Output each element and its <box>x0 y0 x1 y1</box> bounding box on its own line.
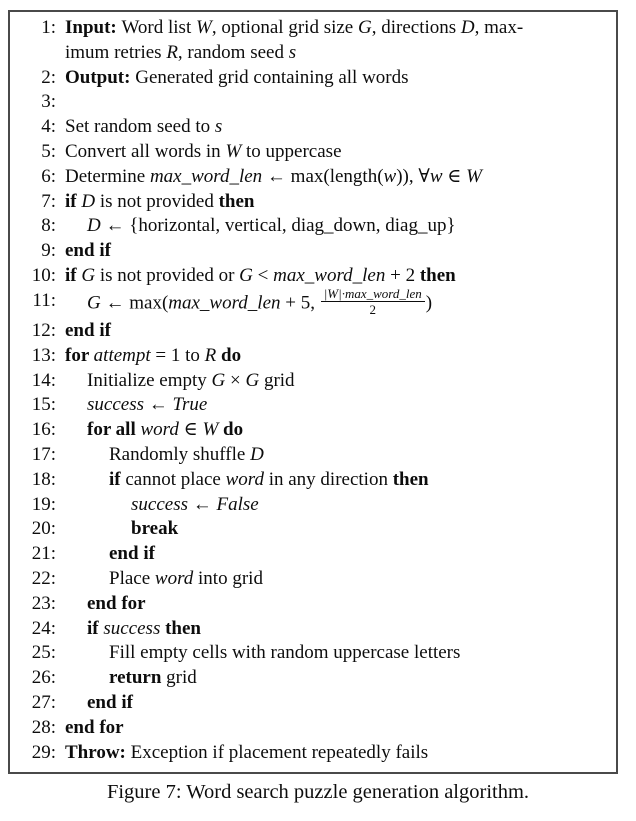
algo-line-2 <box>14 66 610 91</box>
line-content: Output: Generated grid containing all words <box>65 66 409 88</box>
algo-line-9 <box>14 239 610 264</box>
line-content: Determine max_word_len ← max(length(w)), ∀w ∈ W <box>65 165 482 187</box>
line-number: 18: <box>31 468 56 490</box>
line-number: 5: <box>41 140 56 162</box>
line-number: 1: <box>41 17 56 38</box>
line-content: end if <box>65 240 111 262</box>
line-number: 12: <box>31 320 56 342</box>
algo-line-12 <box>14 319 610 344</box>
line-number: 17: <box>31 444 56 466</box>
line-number: 29: <box>31 741 56 763</box>
algo-line-21 <box>14 542 610 567</box>
line-number: 8: <box>41 215 56 237</box>
algo-line-28 <box>14 716 610 741</box>
algorithm-box <box>8 10 618 774</box>
line-content: success ← True <box>87 394 208 416</box>
line-number: 7: <box>41 190 56 212</box>
line-number: 4: <box>41 116 56 138</box>
line-number: 20: <box>31 518 56 540</box>
algo-line-18 <box>14 468 610 493</box>
line-content: Input: Word list W, optional grid size G, directions D, max- imum retries R, random seed s <box>65 17 524 63</box>
algo-line-6 <box>14 165 610 190</box>
line-content: Randomly shuffle D <box>109 444 264 466</box>
line-content: Initialize empty G × G grid <box>87 369 295 391</box>
line-number: 19: <box>31 493 56 515</box>
math-fraction: $\frac{\text{|W|·max\_word\_len}}{2}$ <box>321 287 425 317</box>
line-content: end if <box>65 320 111 342</box>
line-number: 2: <box>41 66 56 88</box>
line-number: 28: <box>31 716 56 738</box>
line-content: return grid <box>109 667 197 689</box>
line-content: Convert all words in W to uppercase <box>65 140 342 162</box>
line-content: Place word into grid <box>109 568 263 590</box>
line-content: end if <box>87 692 133 713</box>
line-number: 6: <box>41 165 56 187</box>
algo-line-3 <box>14 90 610 115</box>
algorithm-lines <box>10 12 616 772</box>
line-number: 15: <box>31 394 56 416</box>
algo-line-19 <box>14 493 610 518</box>
line-number: 11: <box>32 289 56 311</box>
line-number: 16: <box>31 419 56 441</box>
algo-line-24 <box>14 617 610 642</box>
line-number: 27: <box>31 692 56 713</box>
line-number: 13: <box>31 344 56 366</box>
algo-line-5 <box>14 140 610 165</box>
line-content: G ← max(max_word_len + 5, $\frac{\text{|W|·max\_word\_len}}{2}$ ) <box>87 285 433 318</box>
line-content: D ← {horizontal, vertical, diag_down, diag_up} <box>87 215 456 237</box>
algo-line-4 <box>14 115 610 140</box>
algo-line-13 <box>14 344 610 369</box>
line-content: Throw: Exception if placement repeatedly fails <box>65 741 429 763</box>
line-content: if success then <box>87 617 201 639</box>
line-content: Fill empty cells with random uppercase letters <box>109 642 461 664</box>
line-content: end for <box>87 592 146 614</box>
algo-line-8 <box>14 214 610 239</box>
figure-caption: Figure 7: Word search puzzle generation algorithm. <box>106 781 530 803</box>
algo-line-27 <box>14 691 610 716</box>
line-number: 10: <box>31 264 56 286</box>
line-number: 9: <box>41 240 56 262</box>
line-number: 3: <box>41 91 56 113</box>
line-content: if cannot place word in any direction then <box>109 468 429 490</box>
line-number: 21: <box>31 543 56 565</box>
algo-line-29 <box>14 741 610 766</box>
line-number: 24: <box>31 617 56 639</box>
algo-line-17 <box>14 443 610 468</box>
algo-line-14 <box>14 369 610 394</box>
algo-line-1 <box>14 16 610 66</box>
line-number: 23: <box>31 592 56 614</box>
algo-line-11 <box>14 285 610 319</box>
line-content: break <box>131 518 179 540</box>
line-content: success ← False <box>131 493 259 515</box>
line-content: if D is not provided then <box>65 190 255 212</box>
line-number: 25: <box>31 642 56 664</box>
algo-line-20 <box>14 517 610 542</box>
line-content: end if <box>109 543 155 565</box>
algo-line-15 <box>14 393 610 418</box>
algo-line-26 <box>14 666 610 691</box>
algo-line-7 <box>14 190 610 215</box>
line-content: if G is not provided or G < max_word_len + 2 then <box>65 264 456 286</box>
line-content: for attempt = 1 to R do <box>65 344 242 366</box>
line-number: 26: <box>31 667 56 689</box>
algo-line-23 <box>14 592 610 617</box>
line-number: 22: <box>31 568 56 590</box>
line-content: end for <box>65 716 124 738</box>
line-content: Set random seed to s <box>65 116 223 138</box>
algo-line-16 <box>14 418 610 443</box>
algo-line-25 <box>14 641 610 666</box>
line-content: for all word ∈ W do <box>87 419 244 441</box>
algo-line-10 <box>14 264 610 289</box>
line-number: 14: <box>31 369 56 391</box>
algo-line-22 <box>14 567 610 592</box>
